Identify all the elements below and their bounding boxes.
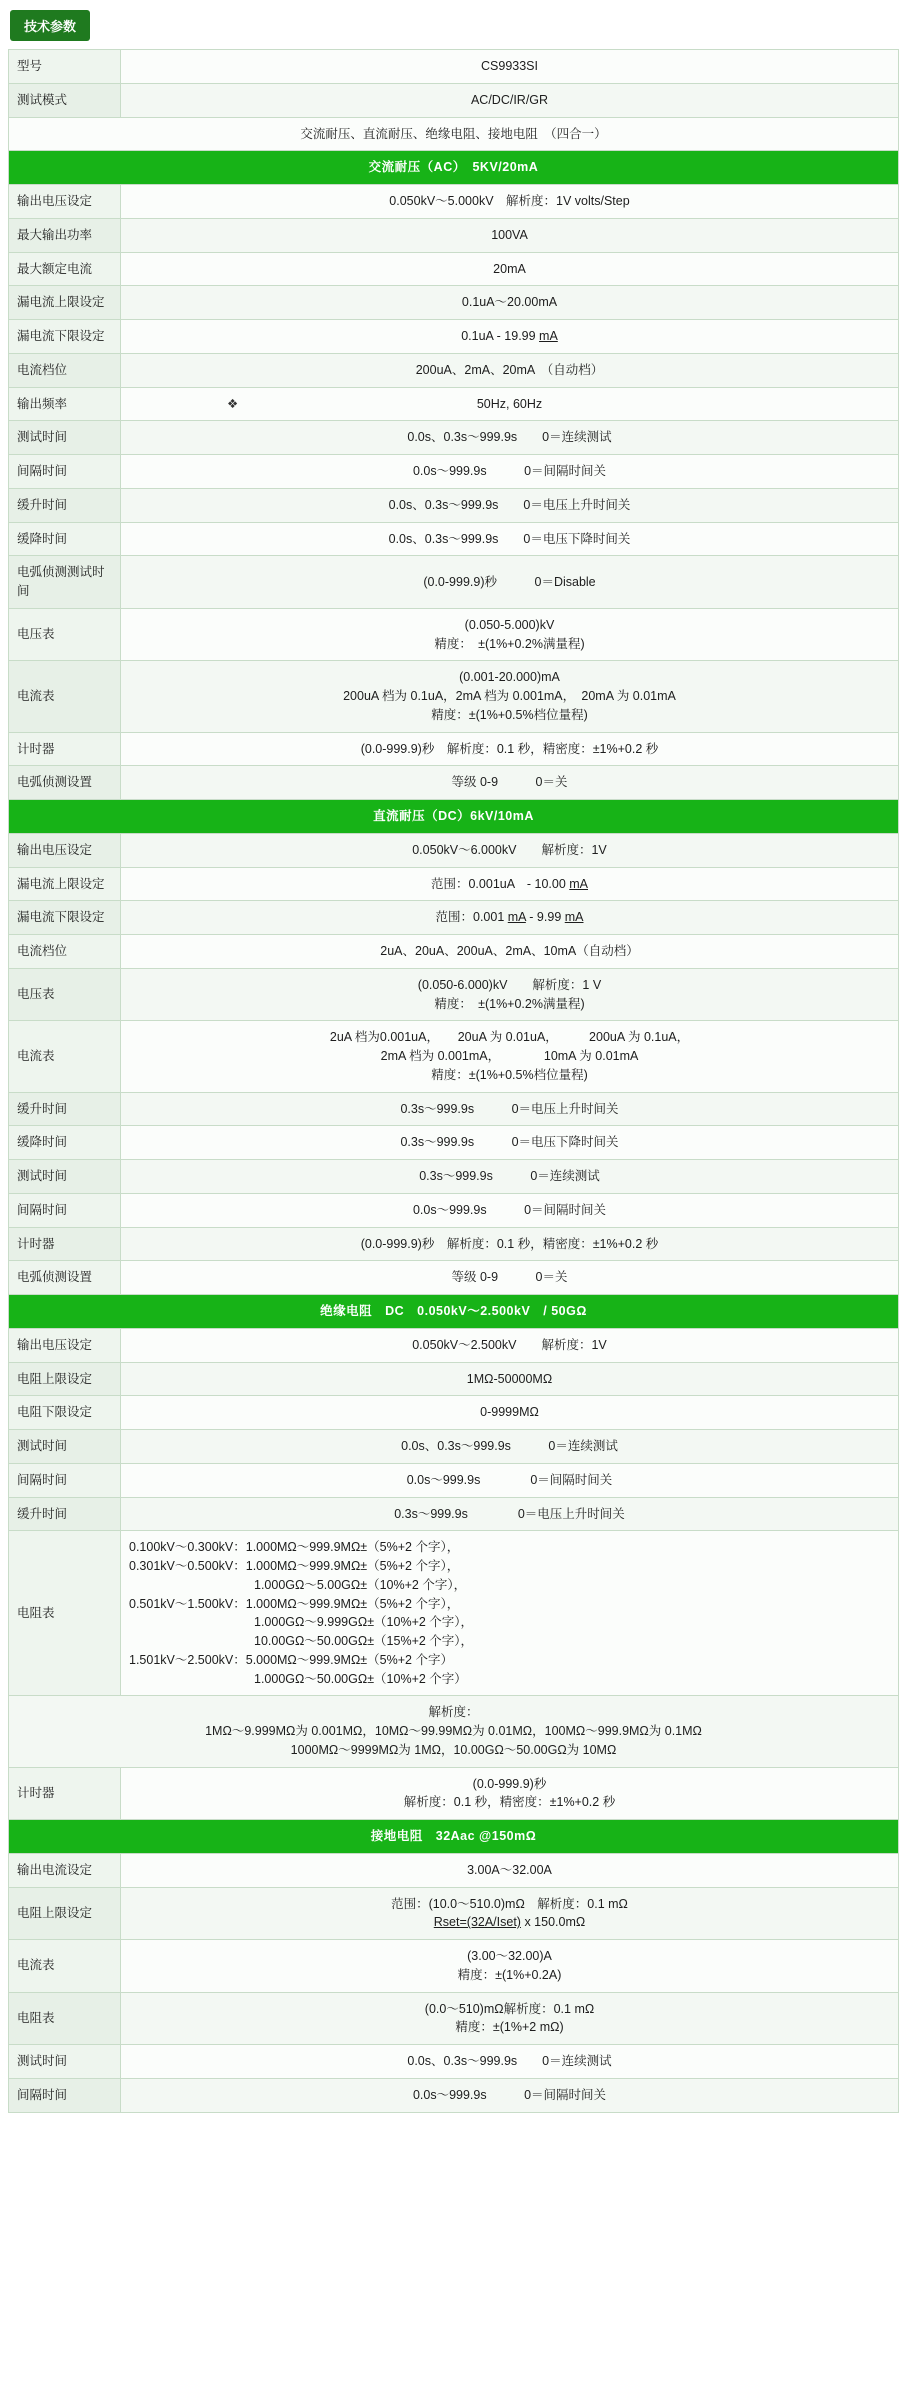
- row-label: 缓升时间: [9, 1092, 121, 1126]
- row-label: 电弧侦测测试时间: [9, 556, 121, 609]
- table-row: [9, 252, 899, 286]
- row-label: 缓降时间: [9, 522, 121, 556]
- value-text: 0.0s、0.3s～999.9s 0＝连续测试: [401, 1439, 618, 1453]
- value-line: 解析度：0.1 秒，精密度：±1%+0.2 秒: [403, 1795, 616, 1810]
- table-row: [9, 320, 899, 354]
- row-value: [121, 1767, 899, 1820]
- full-width-value: 交流耐压、直流耐压、绝缘电阻、接地电阻 （四合一）: [9, 117, 899, 151]
- table-row: [9, 488, 899, 522]
- row-value: [121, 1396, 899, 1430]
- table-row: [9, 353, 899, 387]
- table-row: [9, 2045, 899, 2079]
- table-row: [9, 522, 899, 556]
- row-value: [121, 252, 899, 286]
- row-label: 电流表: [9, 1940, 121, 1993]
- value-text: 范围：0.001 mA - 9.99 mA: [435, 910, 584, 925]
- row-value: [121, 1887, 899, 1940]
- value-line: 0.100kV～0.300kV：1.000MΩ～999.9MΩ±（5%+2 个字），: [129, 1540, 460, 1555]
- row-label: 电阻上限设定: [9, 1887, 121, 1940]
- value-line: 1.000GΩ～9.999GΩ±（10%+2 个字），: [129, 1615, 474, 1630]
- row-label: 电阻下限设定: [9, 1396, 121, 1430]
- value-line: (0.0～510)mΩ解析度：0.1 mΩ: [424, 2001, 595, 2016]
- row-value: [121, 968, 899, 1021]
- value-line: 0.301kV～0.500kV：1.000MΩ～999.9MΩ±（5%+2 个字），: [129, 1559, 460, 1573]
- underlined-text: mA: [569, 876, 589, 891]
- row-value: [121, 1853, 899, 1887]
- table-row: [9, 867, 899, 901]
- value-line: 精度：±(1%+0.5%档位量程): [431, 1067, 588, 1082]
- row-label: 测试时间: [9, 421, 121, 455]
- row-value: [121, 2045, 899, 2079]
- row-value: [121, 556, 899, 609]
- table-row: [9, 1160, 899, 1194]
- row-label: 电阻表: [9, 1992, 121, 2045]
- value-line: 2uA 档为0.001uA， 20uA 为 0.01uA， 200uA 为 0.1uA，: [329, 1030, 690, 1045]
- row-value: [121, 935, 899, 969]
- value-line: 精度： ±(1%+0.2%满量程): [434, 636, 585, 651]
- table-row: [9, 151, 899, 185]
- table-row: [9, 2078, 899, 2112]
- table-row: [9, 661, 899, 732]
- table-row: [9, 421, 899, 455]
- row-label: 测试时间: [9, 2045, 121, 2079]
- table-row: [9, 901, 899, 935]
- table-row: [9, 1227, 899, 1261]
- value-text: 等级 0-9 0＝关: [451, 775, 568, 790]
- underlined-text: mA: [507, 910, 526, 925]
- row-value: [121, 1992, 899, 2045]
- table-row: [9, 117, 899, 151]
- value-text: 0.0s～999.9s 0＝间隔时间关: [406, 1472, 613, 1487]
- value-text: 100VA: [491, 227, 528, 242]
- table-row: [9, 1295, 899, 1329]
- value-line: (0.050-6.000)kV 解析度：1 V: [417, 977, 602, 992]
- value-line: (0.001-20.000)mA: [459, 670, 560, 685]
- row-value: [121, 1261, 899, 1295]
- table-row: [9, 218, 899, 252]
- full-width-value-block: [9, 1696, 899, 1767]
- table-row: [9, 608, 899, 661]
- row-value: [121, 1940, 899, 1993]
- row-value: [121, 2078, 899, 2112]
- table-row: [9, 1497, 899, 1531]
- row-value: [121, 387, 899, 421]
- value-text: (0.0-999.9)秒 0＝Disable: [423, 574, 596, 589]
- value-line: 精度： ±(1%+0.2%满量程): [434, 996, 585, 1011]
- value-text: 0-9999MΩ: [480, 1405, 539, 1420]
- value-line: 0.501kV～1.500kV：1.000MΩ～999.9MΩ±（5%+2 个字），: [129, 1596, 460, 1611]
- value-line: 1MΩ～9.999MΩ为 0.001MΩ，10MΩ～99.99MΩ为 0.01MΩ，100MΩ～999.9MΩ为 0.1MΩ: [205, 1724, 702, 1738]
- row-label: 测试模式: [9, 83, 121, 117]
- row-value: [121, 320, 899, 354]
- value-line: 精度：±(1%+0.5%档位量程): [431, 707, 588, 722]
- table-row: [9, 935, 899, 969]
- value-text: 0.0s～999.9s 0＝间隔时间关: [412, 2087, 607, 2102]
- table-row: [9, 1820, 899, 1854]
- value-line: 范围：(10.0～510.0)mΩ 解析度：0.1 mΩ: [391, 1896, 628, 1911]
- section-header: 绝缘电阻 DC 0.050kV～2.500kV / 50GΩ: [9, 1295, 899, 1329]
- value-text: 20mA: [493, 261, 526, 276]
- row-label: 间隔时间: [9, 455, 121, 489]
- value-line: 1.000GΩ～5.00GΩ±（10%+2 个字），: [129, 1577, 467, 1592]
- row-value: [121, 1160, 899, 1194]
- table-row: [9, 1126, 899, 1160]
- row-value: [121, 185, 899, 219]
- value-line: (0.050-5.000)kV: [464, 617, 555, 632]
- table-row: [9, 1853, 899, 1887]
- table-row: [9, 286, 899, 320]
- value-line: Rset=(32A/Iset) x 150.0mΩ: [433, 1915, 586, 1930]
- table-row: [9, 1092, 899, 1126]
- value-line: 1.000GΩ～50.00GΩ±（10%+2 个字）: [129, 1671, 467, 1686]
- row-value: [121, 608, 899, 661]
- row-label: 间隔时间: [9, 2078, 121, 2112]
- table-row: [9, 1940, 899, 1993]
- value-text: 0.1uA～20.00mA: [461, 295, 558, 310]
- value-line: 1.501kV～2.500kV：5.000MΩ～999.9MΩ±（5%+2 个字）: [129, 1652, 453, 1667]
- value-line: (3.00～32.00)A: [467, 1949, 552, 1963]
- row-label: 输出电压设定: [9, 1328, 121, 1362]
- row-value: [121, 1227, 899, 1261]
- table-row: [9, 1261, 899, 1295]
- row-label: 计时器: [9, 1227, 121, 1261]
- underlined-text: mA: [539, 329, 558, 343]
- table-row: [9, 1463, 899, 1497]
- value-text: CS9933SI: [481, 59, 538, 73]
- table-row: [9, 455, 899, 489]
- value-line: 2mA 档为 0.001mA， 10mA 为 0.01mA: [380, 1049, 639, 1063]
- row-value: [121, 766, 899, 800]
- row-value: [121, 1021, 899, 1092]
- value-text: 0.0s、0.3s～999.9s 0＝连续测试: [407, 430, 612, 445]
- row-label: 型号: [9, 50, 121, 84]
- table-row: [9, 1396, 899, 1430]
- row-value: [121, 1193, 899, 1227]
- row-value: [121, 455, 899, 489]
- table-row: [9, 766, 899, 800]
- table-row: [9, 556, 899, 609]
- underlined-text: Rset=(32A/Iset): [433, 1915, 521, 1930]
- row-value: [121, 661, 899, 732]
- row-label: 最大输出功率: [9, 218, 121, 252]
- table-row: [9, 185, 899, 219]
- value-text: 0.0s、0.3s～999.9s 0＝电压上升时间关: [388, 497, 631, 512]
- row-value: [121, 867, 899, 901]
- row-label: 电压表: [9, 608, 121, 661]
- table-row: [9, 1887, 899, 1940]
- row-label: 电流表: [9, 1021, 121, 1092]
- row-value: [121, 1126, 899, 1160]
- row-label: 电压表: [9, 968, 121, 1021]
- row-value: [121, 1092, 899, 1126]
- row-label: 输出电压设定: [9, 833, 121, 867]
- section-header: 直流耐压（DC）6kV/10mA: [9, 800, 899, 834]
- value-text: 0.3s～999.9s 0＝电压上升时间关: [400, 1101, 619, 1116]
- value-text: 50Hz, 60Hz: [476, 396, 543, 411]
- table-row: [9, 800, 899, 834]
- value-text: 0.3s～999.9s 0＝电压上升时间关: [394, 1506, 625, 1521]
- value-text: 2uA、20uA、200uA、2mA、10mA（自动档）: [380, 944, 639, 958]
- value-text: 0.0s～999.9s 0＝间隔时间关: [412, 1202, 607, 1217]
- table-row: [9, 833, 899, 867]
- row-value: [121, 1497, 899, 1531]
- table-row: [9, 1696, 899, 1767]
- row-label: 输出电流设定: [9, 1853, 121, 1887]
- table-row: [9, 1328, 899, 1362]
- value-text: 0.050kV～6.000kV 解析度：1V: [412, 842, 607, 857]
- section-header: 接地电阻 32Aac @150mΩ: [9, 1820, 899, 1854]
- row-value: [121, 732, 899, 766]
- row-value: [121, 83, 899, 117]
- value-text: 0.050kV～2.500kV 解析度：1V: [412, 1337, 607, 1352]
- row-label: 计时器: [9, 732, 121, 766]
- row-label: 电弧侦测设置: [9, 766, 121, 800]
- table-row: [9, 83, 899, 117]
- table-row: [9, 387, 899, 421]
- row-label: 测试时间: [9, 1430, 121, 1464]
- value-text: (0.0-999.9)秒 解析度：0.1 秒，精密度：±1%+0.2 秒: [360, 741, 659, 756]
- value-line: 10.00GΩ～50.00GΩ±（15%+2 个字），: [129, 1634, 474, 1648]
- row-value: [121, 50, 899, 84]
- row-label: 漏电流上限设定: [9, 286, 121, 320]
- value-text: 200uA、2mA、20mA （自动档）: [415, 362, 604, 377]
- row-value: [121, 1362, 899, 1396]
- table-row: [9, 1021, 899, 1092]
- value-text: 等级 0-9 0＝关: [451, 1270, 568, 1285]
- row-label: 输出电压设定: [9, 185, 121, 219]
- value-line: 1000MΩ～9999MΩ为 1MΩ，10.00GΩ～50.00GΩ为 10MΩ: [290, 1742, 617, 1757]
- row-label: 测试时间: [9, 1160, 121, 1194]
- row-value: [121, 353, 899, 387]
- table-row: [9, 1430, 899, 1464]
- row-label: 电阻表: [9, 1531, 121, 1696]
- value-text: 1MΩ-50000MΩ: [466, 1371, 553, 1386]
- row-label: 漏电流下限设定: [9, 901, 121, 935]
- row-value: [121, 1328, 899, 1362]
- row-label: 电流档位: [9, 353, 121, 387]
- row-value: [121, 1430, 899, 1464]
- value-text: 0.0s～999.9s 0＝间隔时间关: [412, 464, 607, 478]
- table-row: [9, 1992, 899, 2045]
- row-label: 漏电流上限设定: [9, 867, 121, 901]
- page-title: 技术参数: [10, 10, 90, 41]
- row-label: 缓升时间: [9, 488, 121, 522]
- value-text: 0.3s～999.9s 0＝连续测试: [419, 1169, 600, 1183]
- section-header: 交流耐压（AC） 5KV/20mA: [9, 151, 899, 185]
- diamond-bullet-icon: ❖: [227, 396, 239, 411]
- row-label: 输出频率: [9, 387, 121, 421]
- row-value: [121, 833, 899, 867]
- table-row: [9, 50, 899, 84]
- value-text: 0.3s～999.9s 0＝电压下降时间关: [400, 1135, 619, 1150]
- value-line: 精度：±(1%+0.2A): [457, 1967, 562, 1982]
- value-text: 3.00A～32.00A: [467, 1862, 552, 1877]
- row-label: 缓降时间: [9, 1126, 121, 1160]
- row-label: 最大额定电流: [9, 252, 121, 286]
- value-line: 精度：±(1%+2 mΩ): [455, 2020, 564, 2035]
- row-value: [121, 286, 899, 320]
- row-value: [121, 421, 899, 455]
- underlined-text: mA: [564, 910, 584, 925]
- specification-table-body: [9, 50, 899, 2113]
- table-row: [9, 1362, 899, 1396]
- row-label: 间隔时间: [9, 1463, 121, 1497]
- row-value: [121, 901, 899, 935]
- value-text: 0.050kV～5.000kV 解析度：1V volts/Step: [389, 194, 630, 208]
- table-row: [9, 1193, 899, 1227]
- row-value: [121, 1463, 899, 1497]
- value-text: AC/DC/IR/GR: [470, 92, 549, 107]
- row-label: 间隔时间: [9, 1193, 121, 1227]
- row-value: [121, 218, 899, 252]
- value-line: 解析度：: [428, 1705, 479, 1720]
- table-row: [9, 732, 899, 766]
- row-label: 计时器: [9, 1767, 121, 1820]
- value-text: 范围：0.001uA - 10.00 mA: [430, 876, 589, 891]
- row-label: 缓升时间: [9, 1497, 121, 1531]
- specification-table: [8, 49, 899, 2113]
- row-label: 电弧侦测设置: [9, 1261, 121, 1295]
- row-label: 漏电流下限设定: [9, 320, 121, 354]
- table-row: [9, 1767, 899, 1820]
- row-value: [121, 488, 899, 522]
- value-text: 0.0s、0.3s～999.9s 0＝连续测试: [407, 2054, 612, 2068]
- value-text: (0.0-999.9)秒 解析度：0.1 秒，精密度：±1%+0.2 秒: [360, 1236, 659, 1251]
- row-label: 电流档位: [9, 935, 121, 969]
- row-label: 电阻上限设定: [9, 1362, 121, 1396]
- value-text: 0.0s、0.3s～999.9s 0＝电压下降时间关: [388, 531, 631, 546]
- table-row: [9, 968, 899, 1021]
- value-line: (0.0-999.9)秒: [472, 1776, 547, 1791]
- footer-spacer: [8, 2113, 899, 2127]
- row-label: 电流表: [9, 661, 121, 732]
- value-line: 200uA 档为 0.1uA，2mA 档为 0.001mA， 20mA 为 0.01mA: [343, 689, 676, 703]
- table-row: [9, 1531, 899, 1696]
- row-value: [121, 1531, 899, 1696]
- value-text: 0.1uA - 19.99 mA: [461, 329, 558, 343]
- row-value: [121, 522, 899, 556]
